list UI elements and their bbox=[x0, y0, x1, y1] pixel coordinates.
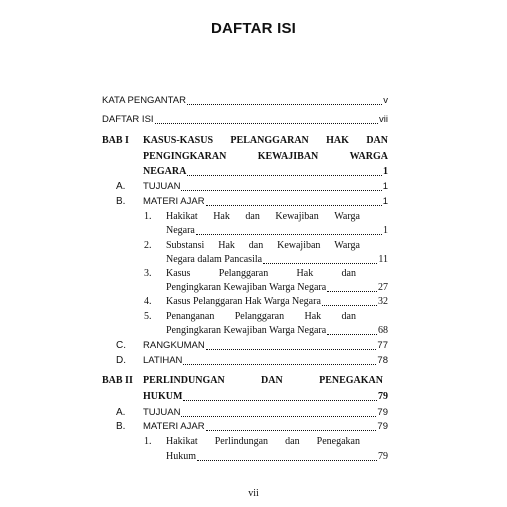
dot-leader bbox=[181, 190, 381, 191]
word: KASUS-KASUS bbox=[143, 135, 214, 146]
entry-text: Pengingkaran Kewajiban Warga Negara bbox=[166, 325, 327, 336]
dot-leader bbox=[183, 364, 376, 365]
dot-leader bbox=[197, 460, 377, 461]
entry-page: 79 bbox=[378, 451, 388, 462]
entry-page: 1 bbox=[382, 196, 388, 207]
toc-entry-materi-ajar[interactable] bbox=[143, 421, 388, 433]
word: Hakikat bbox=[166, 436, 198, 447]
dot-leader bbox=[187, 175, 382, 176]
section-letter: A. bbox=[116, 407, 126, 418]
entry-page: vii bbox=[379, 114, 388, 125]
word: dan bbox=[285, 436, 300, 447]
entry-text: LATIHAN bbox=[143, 355, 183, 366]
word: Penegakan bbox=[316, 436, 360, 447]
toc-entry-kata-pengantar[interactable] bbox=[102, 95, 388, 107]
toc-entry-latihan[interactable] bbox=[143, 355, 388, 367]
entry-text: Hukum bbox=[166, 451, 196, 462]
section-letter: A. bbox=[116, 181, 126, 192]
toc-entry-bab2-item-1[interactable] bbox=[166, 451, 388, 463]
entry-text: MATERI AJAR bbox=[143, 196, 205, 207]
entry-text: Negara bbox=[166, 225, 195, 236]
word: Substansi bbox=[166, 240, 205, 251]
toc-entry-item-5[interactable] bbox=[166, 325, 388, 337]
word: WARGA bbox=[349, 151, 388, 162]
word: Kewajiban bbox=[275, 211, 319, 222]
word: Pelanggaran bbox=[234, 311, 285, 322]
toc-entry-item-2[interactable] bbox=[166, 254, 388, 266]
entry-text: NEGARA bbox=[143, 166, 187, 177]
entry-text: Kasus Pelanggaran Hak Warga Negara bbox=[166, 296, 321, 307]
word: HAK bbox=[326, 135, 349, 146]
dot-leader bbox=[181, 416, 376, 417]
toc-entry-tujuan[interactable] bbox=[143, 407, 388, 419]
word: Kewajiban bbox=[277, 240, 321, 251]
entry-page: 32 bbox=[378, 296, 388, 307]
entry-text: HUKUM bbox=[143, 391, 183, 402]
item-number: 2. bbox=[144, 240, 152, 251]
word: PENGINGKARAN bbox=[143, 151, 227, 162]
toc-entry-daftar-isi[interactable] bbox=[102, 114, 388, 126]
chapter-title-line-1[interactable] bbox=[143, 375, 383, 387]
chapter-title-line-2[interactable] bbox=[143, 391, 388, 403]
word: dan bbox=[341, 268, 356, 279]
entry-page: 27 bbox=[378, 282, 388, 293]
word: Hak bbox=[296, 268, 314, 279]
item-number: 1. bbox=[144, 211, 152, 222]
section-letter: B. bbox=[116, 196, 126, 207]
page-title: DAFTAR ISI bbox=[210, 20, 297, 37]
dot-leader bbox=[206, 430, 377, 431]
item-title-line-1[interactable] bbox=[166, 436, 360, 448]
item-title-line-1[interactable] bbox=[166, 268, 356, 280]
toc-entry-tujuan[interactable] bbox=[143, 181, 388, 193]
section-letter: C. bbox=[116, 340, 126, 351]
entry-page: 78 bbox=[377, 355, 388, 366]
dot-leader bbox=[322, 305, 377, 306]
entry-page: 1 bbox=[383, 225, 388, 236]
dot-leader bbox=[263, 263, 377, 264]
entry-text: Negara dalam Pancasila bbox=[166, 254, 263, 265]
section-letter: B. bbox=[116, 421, 126, 432]
word: DAN bbox=[261, 375, 283, 386]
item-title-line-1[interactable] bbox=[166, 311, 356, 323]
chapter-title-line-1[interactable] bbox=[143, 135, 388, 147]
word: Penanganan bbox=[166, 311, 215, 322]
entry-text: TUJUAN bbox=[143, 181, 181, 192]
dot-leader bbox=[183, 400, 377, 401]
entry-text: KATA PENGANTAR bbox=[102, 95, 186, 106]
word: Warga bbox=[334, 240, 360, 251]
toc-entry-item-3[interactable] bbox=[166, 282, 388, 294]
word: dan bbox=[341, 311, 356, 322]
entry-text: MATERI AJAR bbox=[143, 421, 205, 432]
word: dan bbox=[248, 240, 264, 251]
entry-page: v bbox=[383, 95, 388, 106]
chapter-title-line-3[interactable] bbox=[143, 166, 388, 178]
dot-leader bbox=[327, 291, 377, 292]
dot-leader bbox=[196, 234, 382, 235]
entry-page: 68 bbox=[378, 325, 388, 336]
word: Hak bbox=[304, 311, 322, 322]
word: Kasus bbox=[166, 268, 191, 279]
word: PERLINDUNGAN bbox=[143, 375, 225, 386]
chapter-label: BAB I bbox=[102, 135, 129, 146]
item-number: 1. bbox=[144, 436, 152, 447]
dot-leader bbox=[187, 104, 382, 105]
word: Perlindungan bbox=[214, 436, 269, 447]
item-number: 3. bbox=[144, 268, 152, 279]
entry-page: 77 bbox=[377, 340, 388, 351]
word: Hakikat bbox=[166, 211, 198, 222]
entry-page: 11 bbox=[378, 254, 388, 265]
item-title-line-1[interactable] bbox=[166, 211, 360, 223]
chapter-label: BAB II bbox=[102, 375, 133, 386]
entry-text: TUJUAN bbox=[143, 407, 181, 418]
word: PELANGGARAN bbox=[230, 135, 309, 146]
word: Warga bbox=[334, 211, 360, 222]
dot-leader bbox=[206, 349, 377, 350]
word: PENEGAKAN bbox=[319, 375, 383, 386]
dot-leader bbox=[327, 334, 377, 335]
item-number: 4. bbox=[144, 296, 152, 307]
toc-entry-rangkuman[interactable] bbox=[143, 340, 388, 352]
word: KEWAJIBAN bbox=[257, 151, 319, 162]
word: Hak bbox=[218, 240, 235, 251]
section-letter: D. bbox=[116, 355, 126, 366]
entry-text: Pengingkaran Kewajiban Warga Negara bbox=[166, 282, 327, 293]
toc-entry-materi-ajar[interactable] bbox=[143, 196, 388, 208]
toc-entry-item-4[interactable] bbox=[166, 296, 388, 308]
dot-leader bbox=[155, 123, 378, 124]
word: Pelanggaran bbox=[218, 268, 269, 279]
item-title-line-1[interactable] bbox=[166, 240, 360, 252]
entry-page: 79 bbox=[377, 421, 388, 432]
dot-leader bbox=[206, 205, 382, 206]
entry-text: DAFTAR ISI bbox=[102, 114, 154, 125]
entry-page: 79 bbox=[378, 391, 388, 402]
entry-page: 79 bbox=[377, 407, 388, 418]
entry-text: RANGKUMAN bbox=[143, 340, 205, 351]
entry-page: 1 bbox=[382, 181, 388, 192]
page-number-footer: vii bbox=[248, 488, 259, 499]
word: Hak bbox=[213, 211, 230, 222]
word: DAN bbox=[366, 135, 388, 146]
item-number: 5. bbox=[144, 311, 152, 322]
toc-entry-item-1[interactable] bbox=[166, 225, 388, 237]
chapter-title-line-2[interactable] bbox=[143, 151, 388, 163]
entry-page: 1 bbox=[383, 166, 388, 177]
word: dan bbox=[245, 211, 260, 222]
